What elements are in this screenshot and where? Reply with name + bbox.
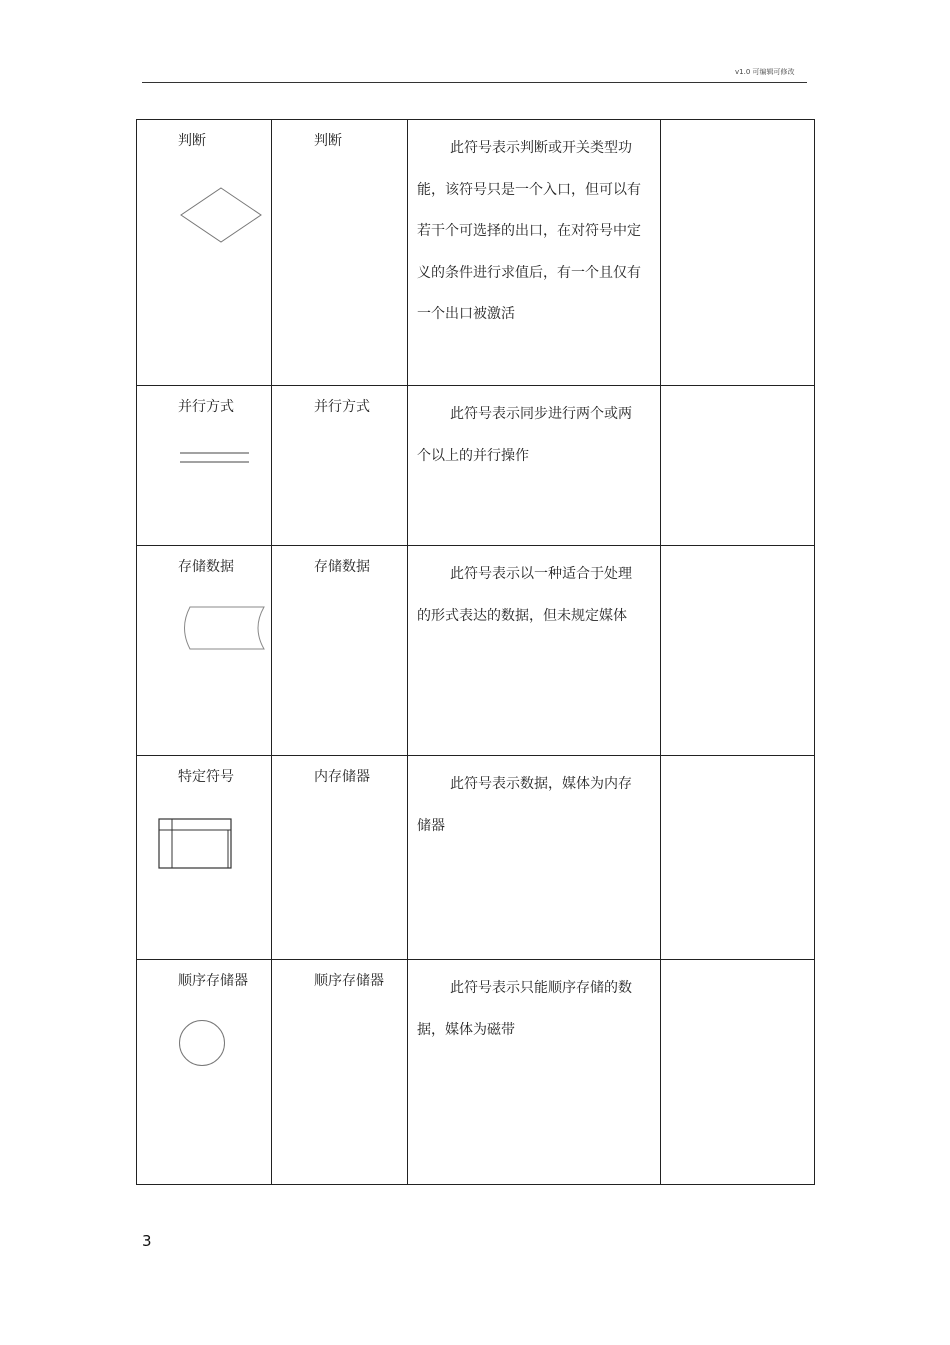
description-cell	[408, 546, 661, 756]
description-cell	[408, 960, 661, 1185]
symbol-cell	[137, 960, 272, 1185]
symbol-label: 顺序存储器	[178, 973, 248, 989]
description-text: 此符号表示以一种适合于处理的形式表达的数据，但未规定媒体	[417, 566, 632, 624]
description-text: 此符号表示只能顺序存储的数据，媒体为磁带	[417, 980, 632, 1038]
diamond-icon	[179, 186, 263, 244]
name-cell: 判断	[272, 120, 408, 386]
symbol-label: 判断	[178, 133, 206, 149]
description-cell	[408, 756, 661, 960]
stored-data-icon	[178, 605, 266, 651]
name-cell: 存储数据	[272, 546, 408, 756]
symbol-cell	[137, 386, 272, 546]
parallel-lines-icon	[179, 450, 251, 466]
name-cell: 顺序存储器	[272, 960, 408, 1185]
circle-icon	[178, 1019, 228, 1069]
name-cell: 内存储器	[272, 756, 408, 960]
symbol-label: 并行方式	[178, 399, 234, 415]
table-row	[137, 756, 815, 960]
page-number: 3	[142, 1232, 152, 1250]
header-divider	[142, 82, 807, 83]
description-cell	[408, 386, 661, 546]
table-row	[137, 546, 815, 756]
header-text: v1.0 可编辑可修改	[735, 68, 795, 76]
notes-cell	[661, 546, 815, 756]
description-text: 此符号表示判断或开关类型功能，该符号只是一个入口，但可以有若干个可选择的出口，在对符号中定义的条件进行求值后，有一个且仅有一个出口被激活	[417, 140, 641, 322]
notes-cell	[661, 386, 815, 546]
symbol-cell	[137, 120, 272, 386]
notes-cell	[661, 960, 815, 1185]
table-row	[137, 386, 815, 546]
flowchart-symbol-table	[136, 119, 815, 1185]
description-text: 此符号表示同步进行两个或两个以上的并行操作	[417, 406, 632, 464]
table-row	[137, 960, 815, 1185]
symbol-label: 特定符号	[178, 769, 234, 785]
notes-cell	[661, 756, 815, 960]
table-row	[137, 120, 815, 386]
name-cell: 并行方式	[272, 386, 408, 546]
symbol-cell	[137, 546, 272, 756]
symbol-label: 存储数据	[178, 559, 234, 575]
internal-storage-icon	[158, 818, 233, 870]
description-text: 此符号表示数据，媒体为内存储器	[417, 776, 632, 834]
notes-cell	[661, 120, 815, 386]
symbol-cell	[137, 756, 272, 960]
description-cell	[408, 120, 661, 386]
